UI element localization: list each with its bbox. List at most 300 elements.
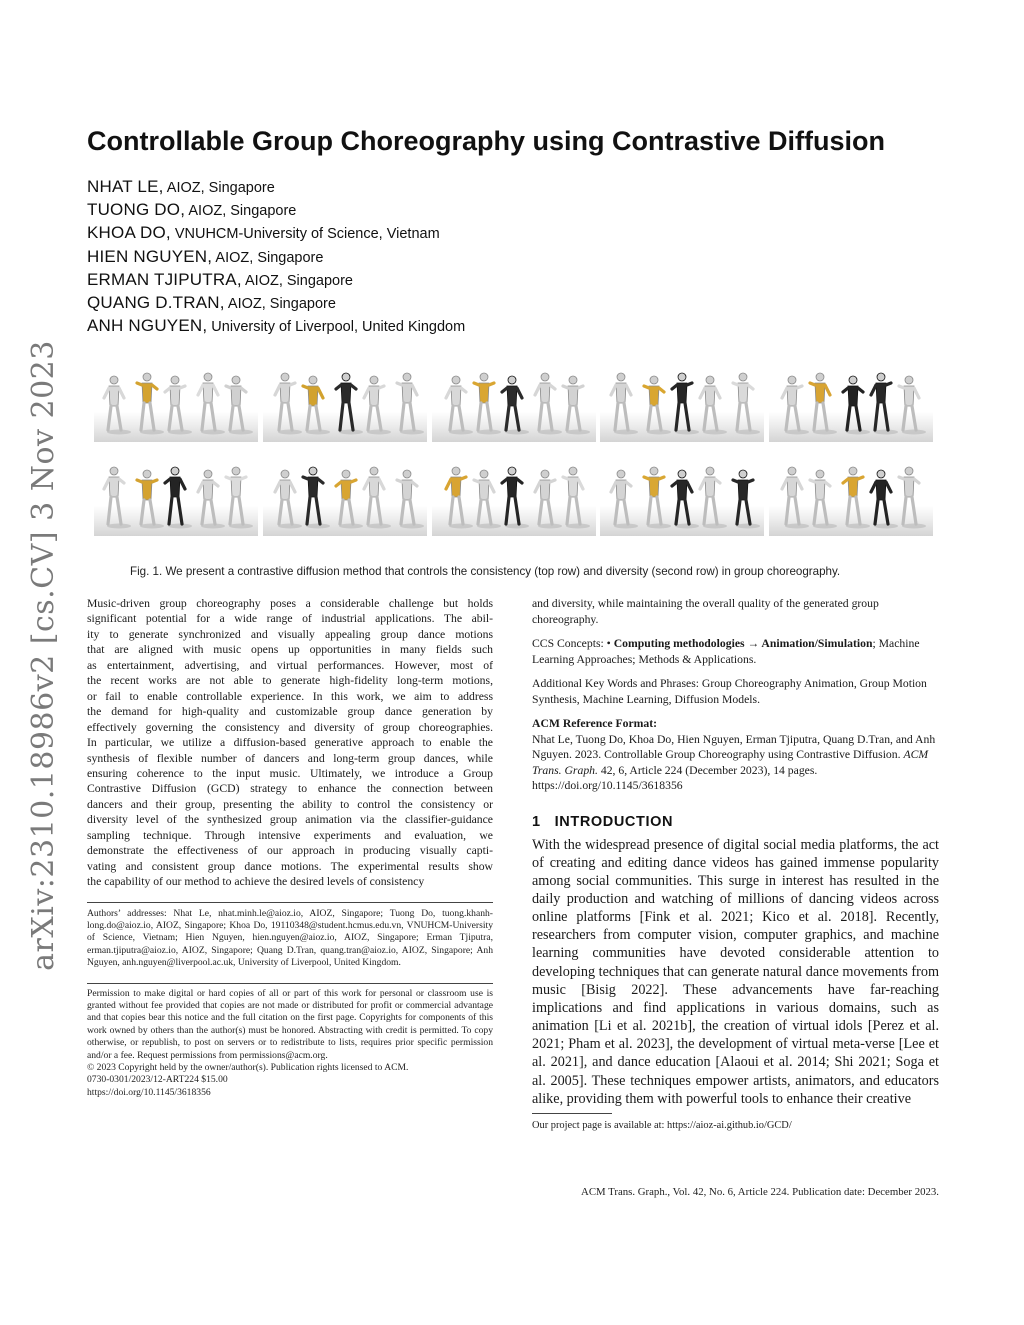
- dancer-head: [309, 376, 317, 384]
- dancer-shadow: [736, 430, 760, 435]
- dancer-head: [342, 373, 350, 381]
- dancer-leg: [624, 500, 628, 524]
- dancer-head: [508, 467, 516, 475]
- dancer-arm: [397, 383, 402, 385]
- dancer-shadow: [201, 524, 225, 529]
- dancer-leg: [340, 500, 343, 524]
- dancer-shadow: [367, 524, 391, 529]
- dancer-head: [617, 373, 625, 381]
- figure-panel: [769, 456, 933, 536]
- author-affiliation: AIOZ, Singapore: [185, 203, 297, 220]
- dancer-shadow: [813, 524, 837, 529]
- dancer-torso: [815, 383, 825, 403]
- dancer-head: [309, 467, 317, 475]
- dancer-leg: [211, 500, 215, 524]
- dancer-arm: [700, 479, 705, 489]
- figure-panel: [769, 362, 933, 442]
- dancer-leg: [279, 500, 282, 524]
- dancer-figure: [611, 470, 638, 529]
- page-footer: ACM Trans. Graph., Vol. 42, No. 6, Article 224. Publication date: December 2023.: [581, 1186, 939, 1198]
- dancer-torso: [402, 480, 412, 500]
- dancer-leg: [230, 406, 233, 430]
- author-entry: [87, 221, 787, 244]
- abstract-line: or fail to enable controllable experience. In this work, we aim to address: [87, 689, 493, 703]
- dancer-shadow: [736, 524, 760, 529]
- figure-panel: [600, 456, 764, 536]
- footnote-divider: [87, 902, 493, 903]
- author-entry: [87, 175, 787, 198]
- dancer-arm: [871, 385, 876, 395]
- dancer-arm: [659, 388, 664, 392]
- dancer-leg: [875, 500, 878, 524]
- dancer-figure: [446, 467, 473, 529]
- figure-panel: [94, 456, 258, 536]
- acm-ref-doi[interactable]: https://doi.org/10.1145/3618356: [532, 779, 683, 792]
- dancer-leg: [746, 500, 750, 524]
- dancer-leg: [279, 403, 282, 430]
- dancer-leg: [487, 500, 491, 524]
- dancer-leg: [548, 403, 552, 430]
- dancer-arm: [825, 482, 830, 486]
- dancer-shadow: [675, 524, 699, 529]
- dancers-illustration: [769, 362, 933, 442]
- dancer-leg: [211, 403, 215, 430]
- project-footnote[interactable]: Our project page is available at: https://aioz-ai.github.io/GCD/: [532, 1119, 792, 1131]
- dancer-torso: [170, 477, 180, 497]
- dancer-arm: [914, 388, 919, 398]
- dancer-head: [849, 467, 857, 475]
- dancer-leg: [685, 500, 689, 524]
- figure-row-consistency: [94, 362, 933, 442]
- dancer-arm: [843, 388, 848, 392]
- dancer-arm: [180, 479, 185, 489]
- abstract-line: significant potential for a wide range of industrial applications. The abil-: [87, 612, 493, 626]
- dancer-arm: [241, 388, 246, 392]
- dancer-leg: [288, 500, 292, 524]
- dancers-illustration: [94, 362, 258, 442]
- dancer-figure: [782, 467, 809, 529]
- dancer-arm: [886, 383, 891, 385]
- dancer-arm: [797, 386, 802, 388]
- dancer-shadow: [813, 430, 837, 435]
- dancer-leg: [903, 497, 906, 524]
- dancer-shadow: [140, 430, 164, 435]
- dancer-torso: [677, 480, 687, 500]
- dancer-shadow: [306, 430, 330, 435]
- dancer-torso: [649, 477, 659, 497]
- dancer-shadow: [846, 524, 870, 529]
- author-entry: [87, 291, 787, 314]
- dancer-arm: [290, 482, 295, 492]
- dancer-arm: [198, 482, 203, 492]
- section-number: 1: [532, 813, 541, 830]
- dancer-figure: [104, 376, 131, 435]
- dancer-leg: [169, 497, 172, 524]
- dancer-torso: [787, 386, 797, 406]
- dancer-leg: [847, 406, 850, 430]
- dancer-leg: [856, 406, 860, 430]
- dancer-leg: [615, 403, 618, 430]
- author-name: QUANG D.TRAN,: [87, 292, 225, 312]
- dancer-torso: [369, 477, 379, 497]
- dancer-figure: [198, 373, 225, 435]
- author-name: NHAT LE,: [87, 177, 164, 196]
- dancer-head: [204, 373, 212, 381]
- arxiv-identifier: [18, 339, 68, 971]
- dancer-torso: [142, 383, 152, 403]
- author-affiliation: AIOZ, Singapore: [163, 180, 275, 196]
- dancer-leg: [150, 500, 154, 524]
- dancer-arm: [550, 385, 555, 389]
- dancer-figure: [611, 373, 638, 435]
- dancer-figure: [563, 467, 590, 529]
- dancer-arm: [198, 385, 203, 395]
- dancer-leg: [814, 500, 817, 524]
- dancer-head: [816, 373, 824, 381]
- dancer-arm: [364, 479, 369, 489]
- dancer-leg: [450, 497, 453, 524]
- dancer-shadow: [505, 430, 529, 435]
- dancer-leg: [539, 403, 542, 430]
- introduction-text: With the widespread presence of digital social media platforms, the act of creating and editing dance videos has gained immense popularity among social communities. This surge in interest has resulted in the daily production and watching of millions of dancing videos across online platforms [Fink et al. 2021; Kico et al. 2018]. Recently, researchers from computer vision, computer graphics, and machine learning communities have devoted considerable attention to developing techniques that can generate natural dance movements from music [Bisig 2022]. These advancements have far-reaching implications and find applications in various domains, such as animation [Li et al. 2021b], the creation of virtual idols [Perez et al. 2021; Pham et al. 2023], the development of virtual meta-verse [Lee et al. 2021], and dance education [Alaoui et al. 2014; Shi 2021; Soga et al. 2005]. These techniques empower artists, animators, and educators alike, providing them with powerful tools to enhance their creative: [532, 836, 939, 1107]
- ccs-label: CCS Concepts: •: [532, 637, 614, 650]
- dancer-head: [678, 470, 686, 478]
- dancer-head: [452, 467, 460, 475]
- dancer-arm: [502, 388, 507, 392]
- dancer-leg: [576, 497, 580, 524]
- dancer-leg: [847, 497, 850, 524]
- dancer-arm: [687, 482, 692, 492]
- abstract-line: vating and consistent group dance motions. The experimental results show: [87, 859, 493, 873]
- dancer-shadow: [477, 430, 501, 435]
- dancer-figure: [198, 470, 225, 529]
- dancer-arm: [563, 477, 568, 479]
- dancer-shadow: [367, 430, 391, 435]
- dancer-torso: [540, 383, 550, 403]
- doi-link[interactable]: https://doi.org/10.1145/3618356: [87, 1086, 211, 1098]
- dancer-leg: [202, 403, 205, 430]
- dancer-arm: [165, 479, 170, 483]
- dancer-shadow: [538, 524, 562, 529]
- dancer-figure: [700, 376, 727, 435]
- dancer-leg: [506, 406, 509, 430]
- permission-notice: Permission to make digital or hard copies of all or part of this work for personal or classroom use is granted without fee provided that copies are not made or distributed for profit or commercial advantage and that copies bear this notice and the full citation on the first page. Copyrights for components of this work owned by others than the author(s) must be honored. Abstracting with credit is permitted. To copy otherwise, or republish, to post on servers or to redistribute to lists, requires prior specific permission and/or a fee. Request permissions from permissions@acm.org.: [87, 987, 493, 1061]
- dancer-arm: [226, 477, 231, 479]
- dancer-arm: [858, 477, 863, 479]
- dancer-head: [678, 373, 686, 381]
- dancer-leg: [450, 406, 453, 430]
- dancer-leg: [368, 406, 371, 430]
- dancer-leg: [786, 406, 789, 430]
- dancer-leg: [648, 406, 651, 430]
- dancer-leg: [349, 500, 353, 524]
- dancer-torso: [479, 480, 489, 500]
- dancer-torso: [142, 480, 152, 500]
- dancer-head: [403, 470, 411, 478]
- author-list: [87, 175, 787, 337]
- dancer-arm: [241, 477, 246, 479]
- dancer-figure: [672, 373, 699, 435]
- dancer-torso: [738, 383, 748, 403]
- dancer-shadow: [785, 430, 809, 435]
- dancer-shadow: [168, 524, 192, 529]
- dancer-shadow: [614, 430, 638, 435]
- dancer-arm: [461, 477, 466, 479]
- dancers-illustration: [432, 362, 596, 442]
- dancer-leg: [884, 403, 888, 430]
- dancer-head: [849, 376, 857, 384]
- dancer-arm: [104, 388, 109, 398]
- dancer-shadow: [703, 524, 727, 529]
- dancer-shadow: [902, 430, 926, 435]
- dancer-arm: [886, 482, 891, 492]
- dancer-torso: [507, 477, 517, 497]
- dancer-head: [281, 470, 289, 478]
- dancer-arm: [782, 388, 787, 398]
- dancer-shadow: [140, 524, 164, 529]
- dancer-leg: [567, 497, 570, 524]
- dancer-leg: [478, 500, 481, 524]
- dancer-figure: [871, 470, 898, 529]
- dancer-leg: [676, 500, 679, 524]
- dancer-figure: [843, 467, 870, 529]
- dancer-leg: [410, 403, 414, 430]
- dancer-leg: [117, 497, 121, 524]
- dancer-torso: [848, 386, 858, 406]
- dancer-shadow: [477, 524, 501, 529]
- dancer-arm: [644, 477, 649, 479]
- dancer-shadow: [505, 524, 529, 529]
- dancer-figure: [165, 467, 192, 529]
- dancers-illustration: [94, 456, 258, 536]
- dancer-arm: [502, 479, 507, 483]
- dancer-leg: [239, 406, 243, 430]
- dancer-leg: [567, 406, 570, 430]
- dancer-torso: [341, 480, 351, 500]
- dancer-arm: [914, 479, 919, 483]
- dancer-shadow: [566, 430, 590, 435]
- dancer-head: [905, 467, 913, 475]
- dancer-arm: [672, 385, 677, 389]
- dancer-leg: [401, 500, 404, 524]
- abstract-line: Contrastive Diffusion (GCD) strategy to enhance the connection between: [87, 782, 493, 796]
- dancer-torso: [231, 477, 241, 497]
- dancer-arm: [412, 385, 417, 395]
- dancer-arm: [611, 385, 616, 395]
- dancer-leg: [117, 406, 121, 430]
- dancer-leg: [795, 406, 799, 430]
- dancer-figure: [446, 376, 473, 435]
- dancer-shadow: [201, 430, 225, 435]
- dancer-head: [232, 376, 240, 384]
- dancer-head: [110, 376, 118, 384]
- dancer-figure: [899, 467, 926, 529]
- dancer-arm: [748, 385, 753, 389]
- dancer-arm: [535, 482, 540, 492]
- dancer-figure: [474, 470, 501, 529]
- author-affiliation: VNUHCM-University of Science, Vietnam: [170, 226, 440, 243]
- dancer-head: [541, 470, 549, 478]
- abstract-line: the recent works are not able to generate high-fidelity long-term motions,: [87, 674, 493, 688]
- dancer-arm: [644, 386, 649, 388]
- dancer-leg: [903, 406, 906, 430]
- dancer-shadow: [278, 430, 302, 435]
- dancer-shadow: [785, 524, 809, 529]
- dancer-arm: [687, 383, 692, 385]
- abstract-line: diversity level of the synthesized group animation via the classifier-guidance: [87, 813, 493, 827]
- teaser-figure: [94, 362, 933, 550]
- dancer-shadow: [339, 430, 363, 435]
- dancer-leg: [823, 500, 827, 524]
- dancer-torso: [705, 386, 715, 406]
- dancer-figure: [502, 376, 529, 435]
- dancer-torso: [451, 477, 461, 497]
- abstract-line: Music-driven group choreography poses a considerable challenge but holds: [87, 597, 493, 610]
- dancer-arm: [871, 482, 876, 492]
- dancer-leg: [178, 406, 182, 430]
- dancer-torso: [904, 477, 914, 497]
- dancer-leg: [340, 403, 343, 430]
- dancer-arm: [578, 479, 583, 489]
- dancer-arm: [489, 383, 494, 385]
- abstract-line: sampling technique. Through intensive experiments and evaluation, we: [87, 828, 493, 842]
- dancer-figure: [137, 373, 164, 435]
- author-name: ANH NGUYEN,: [87, 316, 208, 336]
- dancer-arm: [180, 386, 185, 388]
- section-title: INTRODUCTION: [554, 813, 674, 830]
- dancer-head: [569, 376, 577, 384]
- dancer-arm: [578, 386, 583, 388]
- dancers-illustration: [263, 362, 427, 442]
- dancer-leg: [487, 403, 491, 430]
- dancer-arm: [446, 388, 451, 398]
- dancer-torso: [109, 477, 119, 497]
- acm-ref-heading-text: ACM Reference Format:: [532, 717, 658, 730]
- dancer-arm: [137, 383, 142, 385]
- dancer-leg: [141, 403, 144, 430]
- dancer-leg: [814, 403, 817, 430]
- dancer-leg: [307, 406, 310, 430]
- dancer-head: [143, 470, 151, 478]
- abstract-line: synthesis of flexible number of dancers and long-term group dances, while: [87, 751, 493, 765]
- dancer-torso: [904, 386, 914, 406]
- left-column: [87, 596, 493, 1099]
- dancer-arm: [379, 386, 384, 388]
- dancer-arm: [474, 480, 479, 482]
- dancer-leg: [108, 406, 111, 430]
- acm-reference: [532, 732, 939, 794]
- copyright-notice: © 2023 Copyright held by the owner/author(s). Publication rights licensed to ACM.: [87, 1062, 409, 1074]
- dancer-head: [480, 470, 488, 478]
- dancer-leg: [141, 500, 144, 524]
- dancer-arm: [517, 388, 522, 398]
- dancer-shadow: [400, 524, 424, 529]
- dancer-arm: [797, 479, 802, 489]
- project-footnote-divider: [532, 1113, 612, 1114]
- abstract-line: ity to generate synchronized and visually appealing group dance motions: [87, 627, 493, 641]
- paper-title: Controllable Group Choreography using Contrastive Diffusion: [87, 126, 886, 156]
- keywords: Additional Key Words and Phrases: Group Choreography Animation, Group Motion Synthesis, Machine Learning, Diffusion Models.: [532, 677, 927, 706]
- dancer-head: [816, 470, 824, 478]
- dancer-head: [650, 376, 658, 384]
- dancer-figure: [303, 467, 330, 529]
- dancer-leg: [459, 406, 463, 430]
- author-affiliation: AIOZ, Singapore: [241, 272, 353, 289]
- dancer-figure: [474, 373, 501, 435]
- dancer-figure: [810, 373, 837, 435]
- dancer-figure: [871, 373, 898, 435]
- dancer-arm: [782, 479, 787, 489]
- dancer-arm: [303, 386, 308, 388]
- dancer-torso: [402, 383, 412, 403]
- dancers-illustration: [769, 456, 933, 536]
- dancer-leg: [685, 403, 689, 430]
- dancer-leg: [704, 406, 707, 430]
- abstract-line: the capability of our method to achieve the desired levels of consistency: [87, 875, 425, 889]
- dancer-arm: [461, 388, 466, 392]
- dancer-shadow: [703, 430, 727, 435]
- dancer-arm: [303, 477, 308, 479]
- dancer-head: [788, 467, 796, 475]
- dancer-head: [706, 376, 714, 384]
- dancer-arm: [626, 482, 631, 486]
- dancer-leg: [657, 497, 661, 524]
- dancer-arm: [733, 383, 738, 385]
- dancer-leg: [478, 403, 481, 430]
- dancer-leg: [676, 403, 679, 430]
- dancer-leg: [349, 403, 353, 430]
- abstract-line: the demand for high-quality and customizable group dance generation by: [87, 705, 493, 719]
- dancer-torso: [341, 383, 351, 403]
- dancer-arm: [748, 480, 753, 482]
- dancer-figure: [364, 467, 391, 529]
- dancer-leg: [648, 497, 651, 524]
- author-entry: [87, 268, 787, 291]
- dancer-figure: [644, 467, 671, 529]
- figure-panel: [263, 362, 427, 442]
- acm-ref-heading: [532, 716, 939, 732]
- dancer-head: [739, 373, 747, 381]
- figure-row-diversity: [94, 456, 933, 536]
- dancer-head: [905, 376, 913, 384]
- dancer-leg: [548, 500, 552, 524]
- dancer-torso: [705, 477, 715, 497]
- dancer-shadow: [306, 524, 330, 529]
- section-heading-introduction: [532, 814, 939, 830]
- abstract-line: as entertainment, advertising, and virtual performances. However, most of: [87, 658, 493, 672]
- figure-panel: [432, 362, 596, 442]
- dancer-head: [403, 373, 411, 381]
- dancer-arm: [563, 386, 568, 388]
- dancer-shadow: [647, 524, 671, 529]
- dancer-shadow: [278, 524, 302, 529]
- author-name: KHOA DO,: [87, 223, 171, 243]
- abstract-line: ensuring coherence to the input music. Ultimately, we introduce a Group: [87, 766, 493, 780]
- dancers-illustration: [600, 456, 764, 536]
- dancer-arm: [351, 385, 356, 389]
- dancer-arm: [715, 388, 720, 398]
- dancer-torso: [616, 383, 626, 403]
- dancer-arm: [397, 480, 402, 482]
- dancer-arm: [810, 480, 815, 482]
- dancer-figure: [336, 373, 363, 435]
- dancer-leg: [713, 406, 717, 430]
- dancer-arm: [412, 482, 417, 486]
- abstract-line: dancers and their group, presenting the ability to control the consistency or: [87, 797, 493, 811]
- dancer-arm: [489, 482, 494, 492]
- dancer-leg: [410, 500, 414, 524]
- dancer-arm: [336, 482, 341, 486]
